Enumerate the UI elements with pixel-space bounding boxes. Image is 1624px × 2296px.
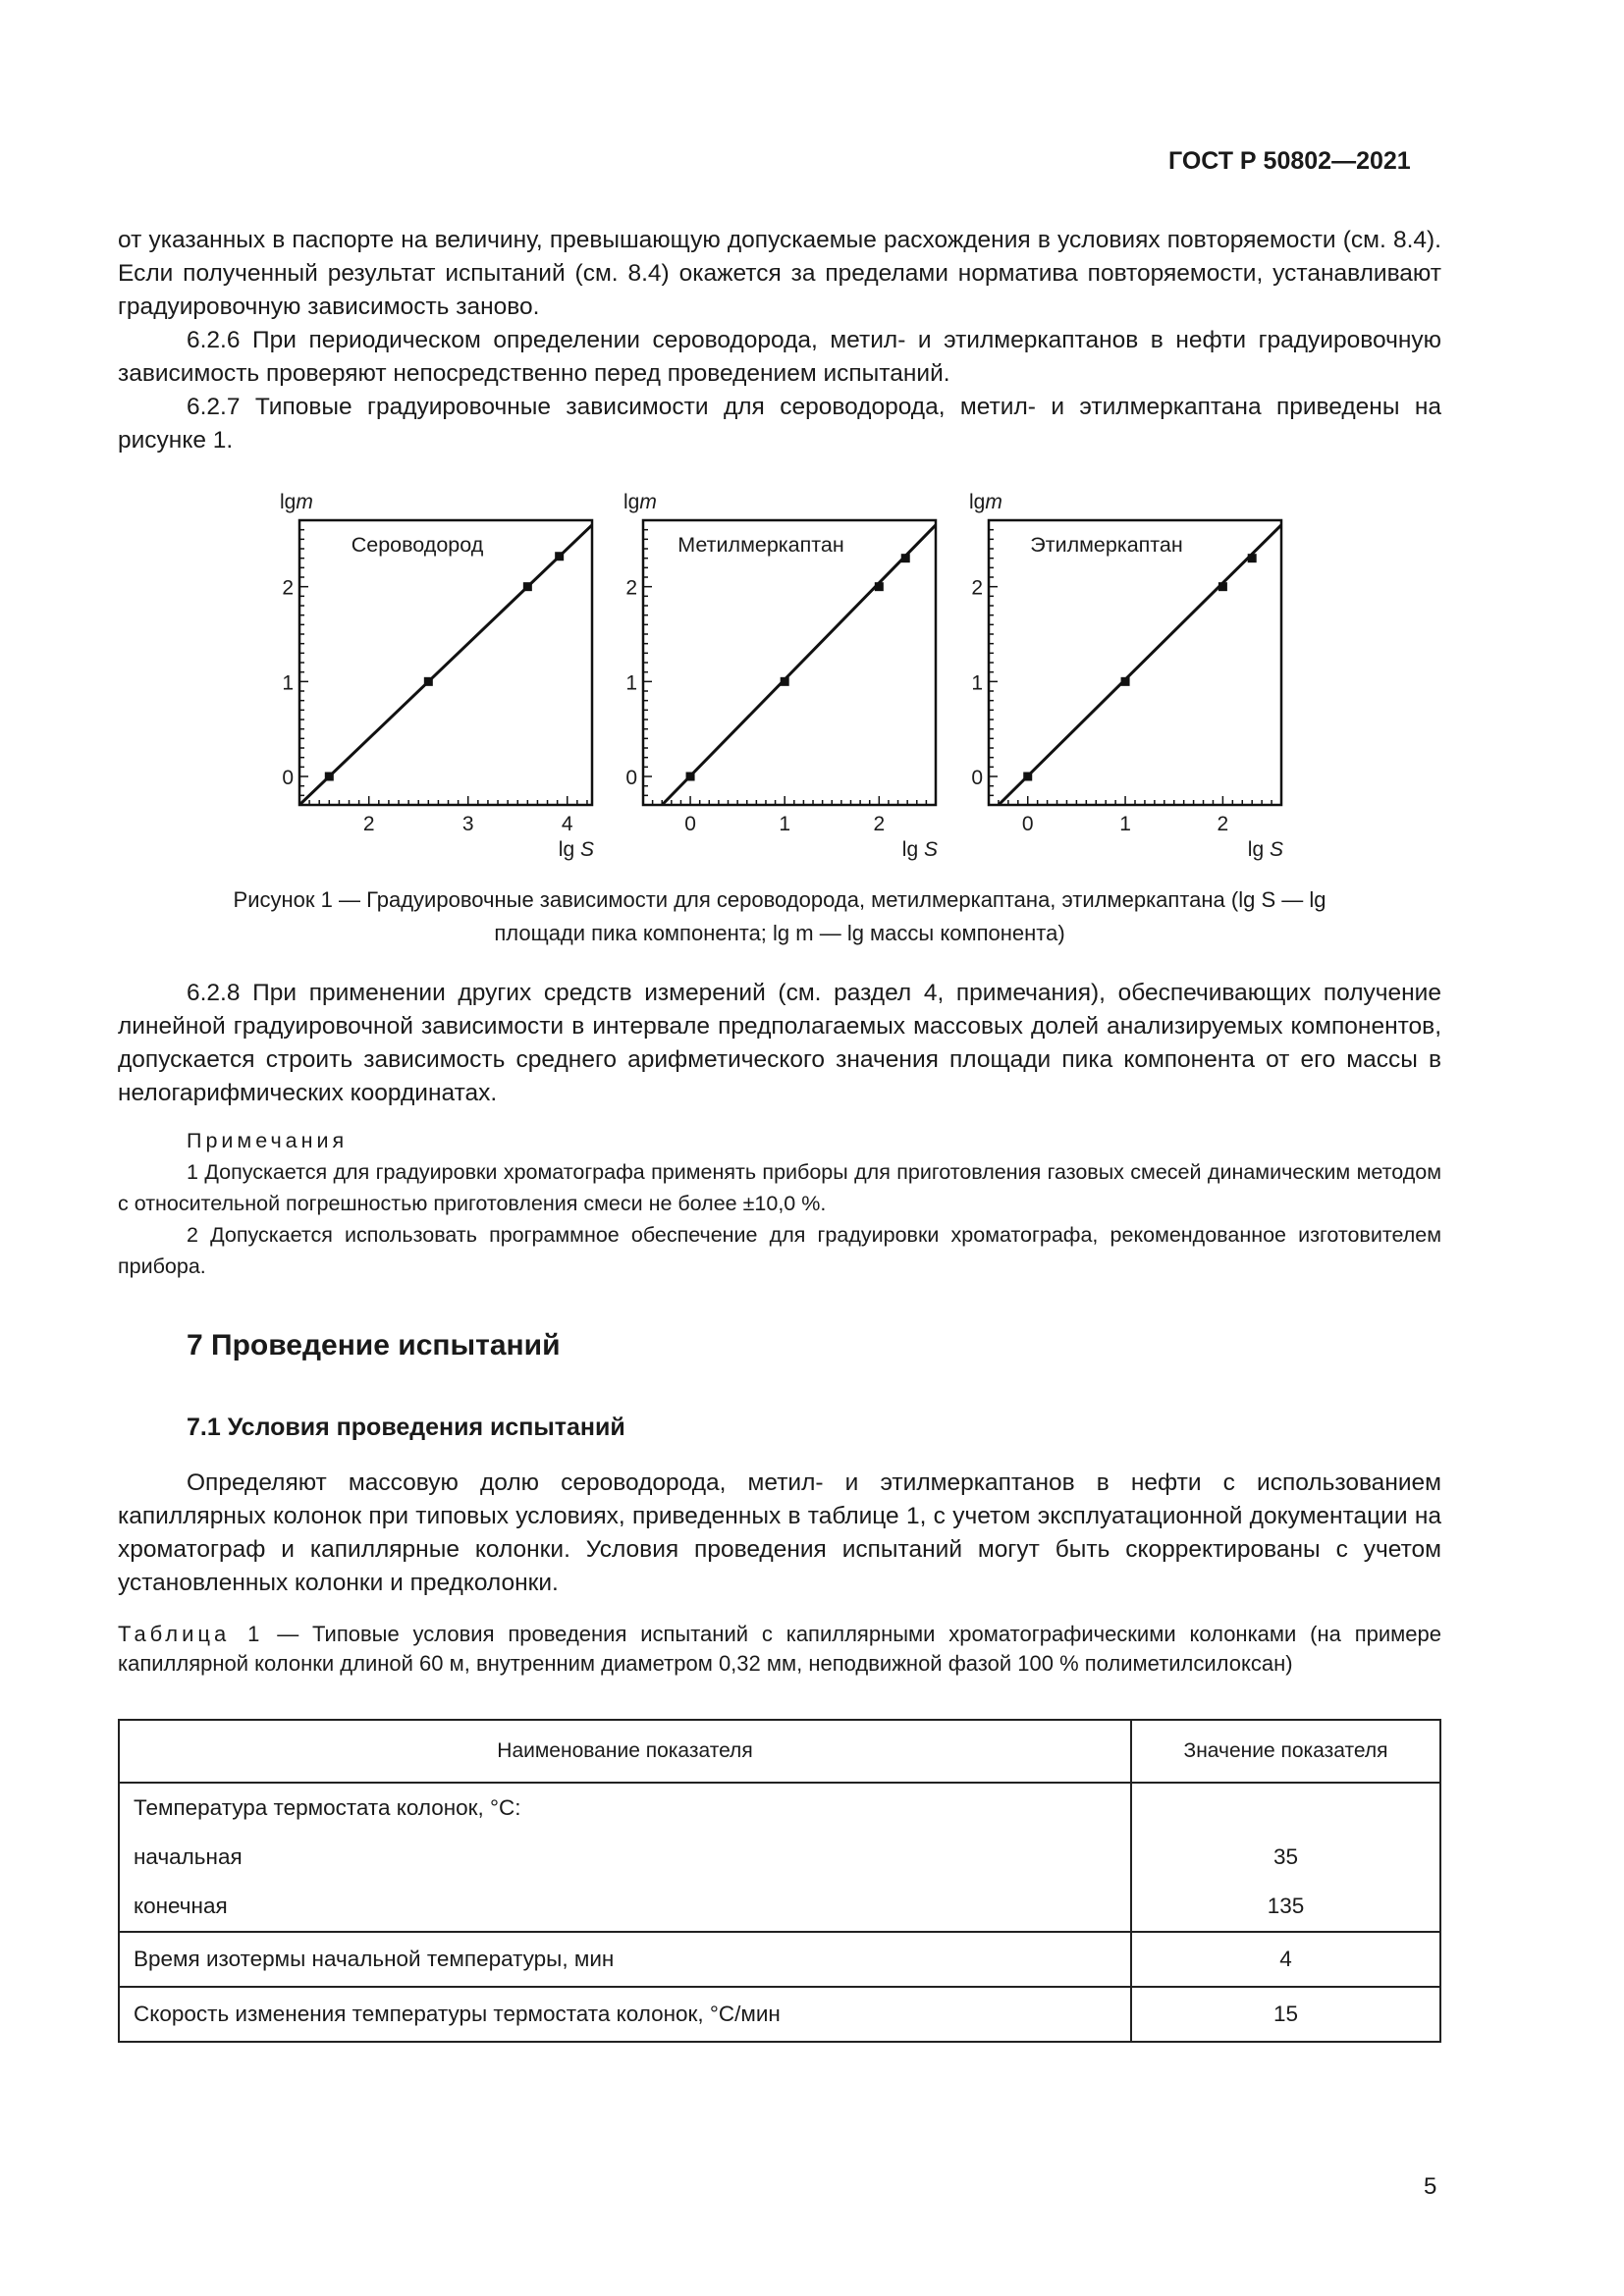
y-tick-label: 2 — [971, 576, 983, 600]
y-tick-label: 1 — [282, 671, 294, 695]
y-tick-label: 2 — [625, 576, 637, 600]
y-tick-label: 0 — [971, 767, 983, 789]
data-point — [901, 554, 910, 562]
x-tick-label: 2 — [1217, 813, 1229, 835]
x-axis-label: lg S — [1247, 838, 1283, 861]
table-cell-value: 135 — [1267, 1894, 1305, 1918]
section-7-1-text-block — [118, 1467, 1441, 1600]
standard-designation: ГОСТ Р 50802—2021 — [1168, 147, 1411, 175]
plot-frame — [989, 520, 1281, 805]
figure-caption-line1: Рисунок 1 — Градуировочные зависимости для сероводорода, метилмеркаптана, этилмеркаптана (lg S — lg — [233, 887, 1326, 912]
table-cell-name: Время изотермы начальной температуры, мин — [119, 1932, 1131, 1987]
data-point — [1023, 773, 1032, 781]
table-1-caption — [118, 1620, 1441, 1679]
x-axis-label: lg S — [558, 838, 594, 861]
data-point — [555, 552, 564, 561]
paragraph-6-2-6: 6.2.6 При периодическом определении сероводорода, метил- и этилмеркаптанов в нефти градуировочную зависимость проверяют непосредственно перед проведением испытаний. — [118, 327, 1441, 387]
data-point — [686, 773, 695, 781]
x-tick-label: 0 — [684, 813, 696, 835]
calibration-line — [662, 525, 936, 805]
y-axis-label: lgm — [280, 491, 313, 513]
data-point — [424, 677, 433, 686]
data-point — [875, 582, 884, 591]
x-tick-label: 4 — [561, 813, 573, 835]
y-tick-label: 1 — [971, 671, 983, 695]
plot-frame — [643, 520, 936, 805]
table-header-name: Наименование показателя — [119, 1720, 1131, 1783]
x-tick-label: 3 — [461, 813, 474, 835]
table-row-temperature-group — [119, 1783, 1440, 1932]
table-row — [119, 1987, 1440, 2042]
notes-block — [118, 1125, 1441, 1282]
data-point — [523, 582, 532, 591]
paragraph-continuation: от указанных в паспорте на величину, превышающую допускаемые расхождения в условиях повторяемости (см. 8.4). Если полученный результат испытаний (см. 8.4) окажется за пределами норматива повторяемости, устанавливают градуировочную зависимость заново. — [118, 227, 1441, 320]
data-point — [781, 677, 789, 686]
chart-title: Сероводород — [351, 533, 484, 557]
x-tick-label: 1 — [779, 813, 791, 835]
y-tick-label: 2 — [282, 576, 294, 600]
section-7-title: 7 Проведение испытаний — [187, 1329, 561, 1362]
y-tick-label: 0 — [625, 767, 637, 789]
y-tick-label: 0 — [282, 767, 294, 789]
data-point — [1121, 677, 1130, 686]
figure-caption-line2: площади пика компонента; lg m — lg массы компонента) — [494, 921, 1065, 945]
paragraph-6-2-7: 6.2.7 Типовые градуировочные зависимости для сероводорода, метил- и этилмеркаптана приведены на рисунке 1. — [118, 394, 1441, 454]
chart-ethyl-mercaptan — [969, 491, 1283, 861]
y-axis-label: lgm — [623, 491, 657, 513]
chart-title: Метилмеркаптан — [677, 533, 844, 557]
paragraph-6-2-8-block — [118, 977, 1441, 1110]
page-number: 5 — [1424, 2173, 1437, 2200]
table-cell-name: начальная — [134, 1844, 243, 1869]
data-point — [1248, 554, 1257, 562]
calibration-line — [299, 525, 592, 805]
x-tick-label: 2 — [362, 813, 375, 835]
table-cell-value: 15 — [1131, 1987, 1440, 2042]
table-cell-name: Скорость изменения температуры термостата колонок, °С/мин — [119, 1987, 1131, 2042]
chart-methyl-mercaptan — [623, 491, 938, 861]
table-1-label: Таблица 1 — [118, 1622, 264, 1646]
x-tick-label: 0 — [1021, 813, 1034, 835]
x-tick-label: 1 — [1119, 813, 1131, 835]
table-1-caption-text: — Типовые условия проведения испытаний с капиллярными хроматографическими колонками (на примере капиллярной колонки длиной 60 м, внутренним диаметром 0,32 мм, неподвижной фазой 100 % полиметилсилоксан) — [118, 1622, 1442, 1676]
calibration-line — [999, 525, 1281, 805]
data-point — [325, 773, 334, 781]
figure-caption — [118, 883, 1441, 950]
chart-title: Этилмеркаптан — [1030, 533, 1183, 557]
table-header-row — [119, 1720, 1440, 1783]
table-cell-value: 35 — [1272, 1844, 1299, 1869]
y-axis-label: lgm — [969, 491, 1002, 513]
table-group-title: Температура термостата колонок, °С: — [134, 1795, 521, 1820]
table-cell-value: 4 — [1131, 1932, 1440, 1987]
figure-1-charts — [245, 481, 1326, 874]
table-1 — [118, 1719, 1441, 2043]
notes-heading: Примечания — [187, 1129, 349, 1152]
table-header-value: Значение показателя — [1131, 1720, 1440, 1783]
x-axis-label: lg S — [901, 838, 938, 861]
note-2: 2 Допускается использовать программное обеспечение для градуировки хроматографа, рекомендованное изготовителем прибора. — [118, 1223, 1441, 1278]
section-7-1-paragraph: Определяют массовую долю сероводорода, метил- и этилмеркаптанов в нефти с использованием капиллярных колонок при типовых условиях, приведенных в таблице 1, с учетом эксплуатационной документации на хроматограф и капиллярные колонки. Условия проведения испытаний могут быть скорректированы с учетом установленных колонки и предколонки. — [118, 1469, 1441, 1596]
table-row — [119, 1932, 1440, 1987]
top-text-block — [118, 224, 1441, 457]
table-cell-name: конечная — [134, 1894, 228, 1918]
paragraph-6-2-8: 6.2.8 При применении других средств измерений (см. раздел 4, примечания), обеспечивающих получение линейной градуировочной зависимости в интервале предполагаемых массовых долей анализируемых компонентов, допускается строить зависимость среднего арифметического значения площади пика компонента от его массы в нелогарифмических координатах. — [118, 980, 1441, 1106]
note-1: 1 Допускается для градуировки хроматографа применять приборы для приготовления газовых смесей динамическим методом с относительной погрешностью приготовления смеси не более ±10,0 %. — [118, 1160, 1441, 1215]
y-tick-label: 1 — [625, 671, 637, 695]
section-7-1-title: 7.1 Условия проведения испытаний — [187, 1414, 625, 1441]
x-tick-label: 2 — [873, 813, 886, 835]
chart-hydrogen-sulfide — [280, 491, 594, 861]
data-point — [1218, 582, 1227, 591]
